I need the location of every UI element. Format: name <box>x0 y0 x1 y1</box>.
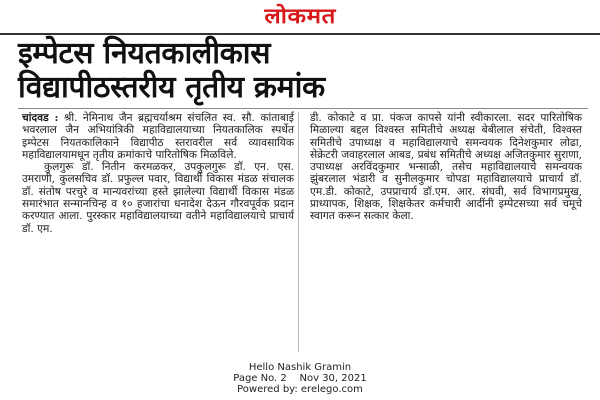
newspaper-logo: लोकमत <box>264 4 336 28</box>
article-paragraph: डी. कोकाटे व प्रा. पंकज कापसे यांनी स्वीकारला. सदर पारितोषिक मिळाल्या बद्दल विश्वस्त समितीचे अध्यक्ष बेबीलाल संचेती, विश्वस्त समितीचे उपाध्यक्ष व महाविद्यालयाचे समन्वयक दिनेशकुमार लोढा, सेक्रेटरी जवाहरलाल आबड, प्रबंध समितीचे अध्यक्ष अजितकुमार सुराणा, उपाध्यक्ष अरविंदकुमार भन्साळी, तसेच महाविद्यालयाचे समन्वयक झुंबरलाल भंडारी व सुनीलकुमार चोपडा महाविद्यालयाचे प्राचार्य डॉ. एम.डी. कोकाटे, उपप्राचार्य डॉ.एम. आर. संघवी, सर्व विभागप्रमुख, प्राध्यापक, शिक्षक, शिक्षकेतर कर्मचारी आदींनी इम्पेटसच्या सर्व चमूचे स्वागत करून सत्कार केला. <box>310 112 582 223</box>
article-paragraph: कुलगुरू डॉ. नितीन करमळकर, उपकुलगुरू डॉ. एन. एस. उमराणी, कुलसचिव डॉ. प्रफुल्ल पवार, विद्यार्थी विकास मंडळ संचालक डॉ. संतोष परचुरे व मान्यवरांच्या हस्ते झालेल्या विद्यार्थी विकास मंडळ समारंभात सन्मानचिन्ह व १० हजारांचा धनादेश देऊन गौरवपूर्वक प्रदान करण्यात आला. पुरस्कार महाविद्यालयाच्या वतीने महाविद्यालयाचे प्राचार्य डॉ. एम. <box>22 161 294 235</box>
headline <box>18 37 588 105</box>
footer-edition: Hello Nashik Gramin <box>248 362 352 373</box>
headline-rule <box>18 108 588 109</box>
article-paragraph <box>22 112 294 161</box>
masthead <box>0 0 600 32</box>
column-divider <box>298 112 299 352</box>
headline-line-2: विद्यापीठस्तरीय तृतीय क्रमांक <box>18 70 325 105</box>
footer-page-date: Page No. 2 Nov 30, 2021 <box>233 373 367 384</box>
footer <box>0 362 600 395</box>
footer-powered-by: Powered by: erelego.com <box>237 384 363 395</box>
article-column-left <box>22 112 294 235</box>
masthead-rule <box>0 33 600 35</box>
headline-line-1: इम्पेटस नियतकालीकास <box>18 36 271 71</box>
article-column-right <box>310 112 582 223</box>
dateline: चांदवड : <box>22 112 59 124</box>
article-text: श्री. नेमिनाथ जैन ब्रह्मचर्याश्रम संचलित स्व. सौ. कांताबाई भवरलाल जैन अभियांत्रिकी महाविद्यालयाच्या नियतकालिक स्पर्धेत इम्पेटस नियतकालिकाने विद्यापीठ स्तरावरील सर्व व्यावसायिक महाविद्यालयामधून तृतीय क्रमांकाचे पारितोषिक मिळविले. <box>22 112 294 161</box>
